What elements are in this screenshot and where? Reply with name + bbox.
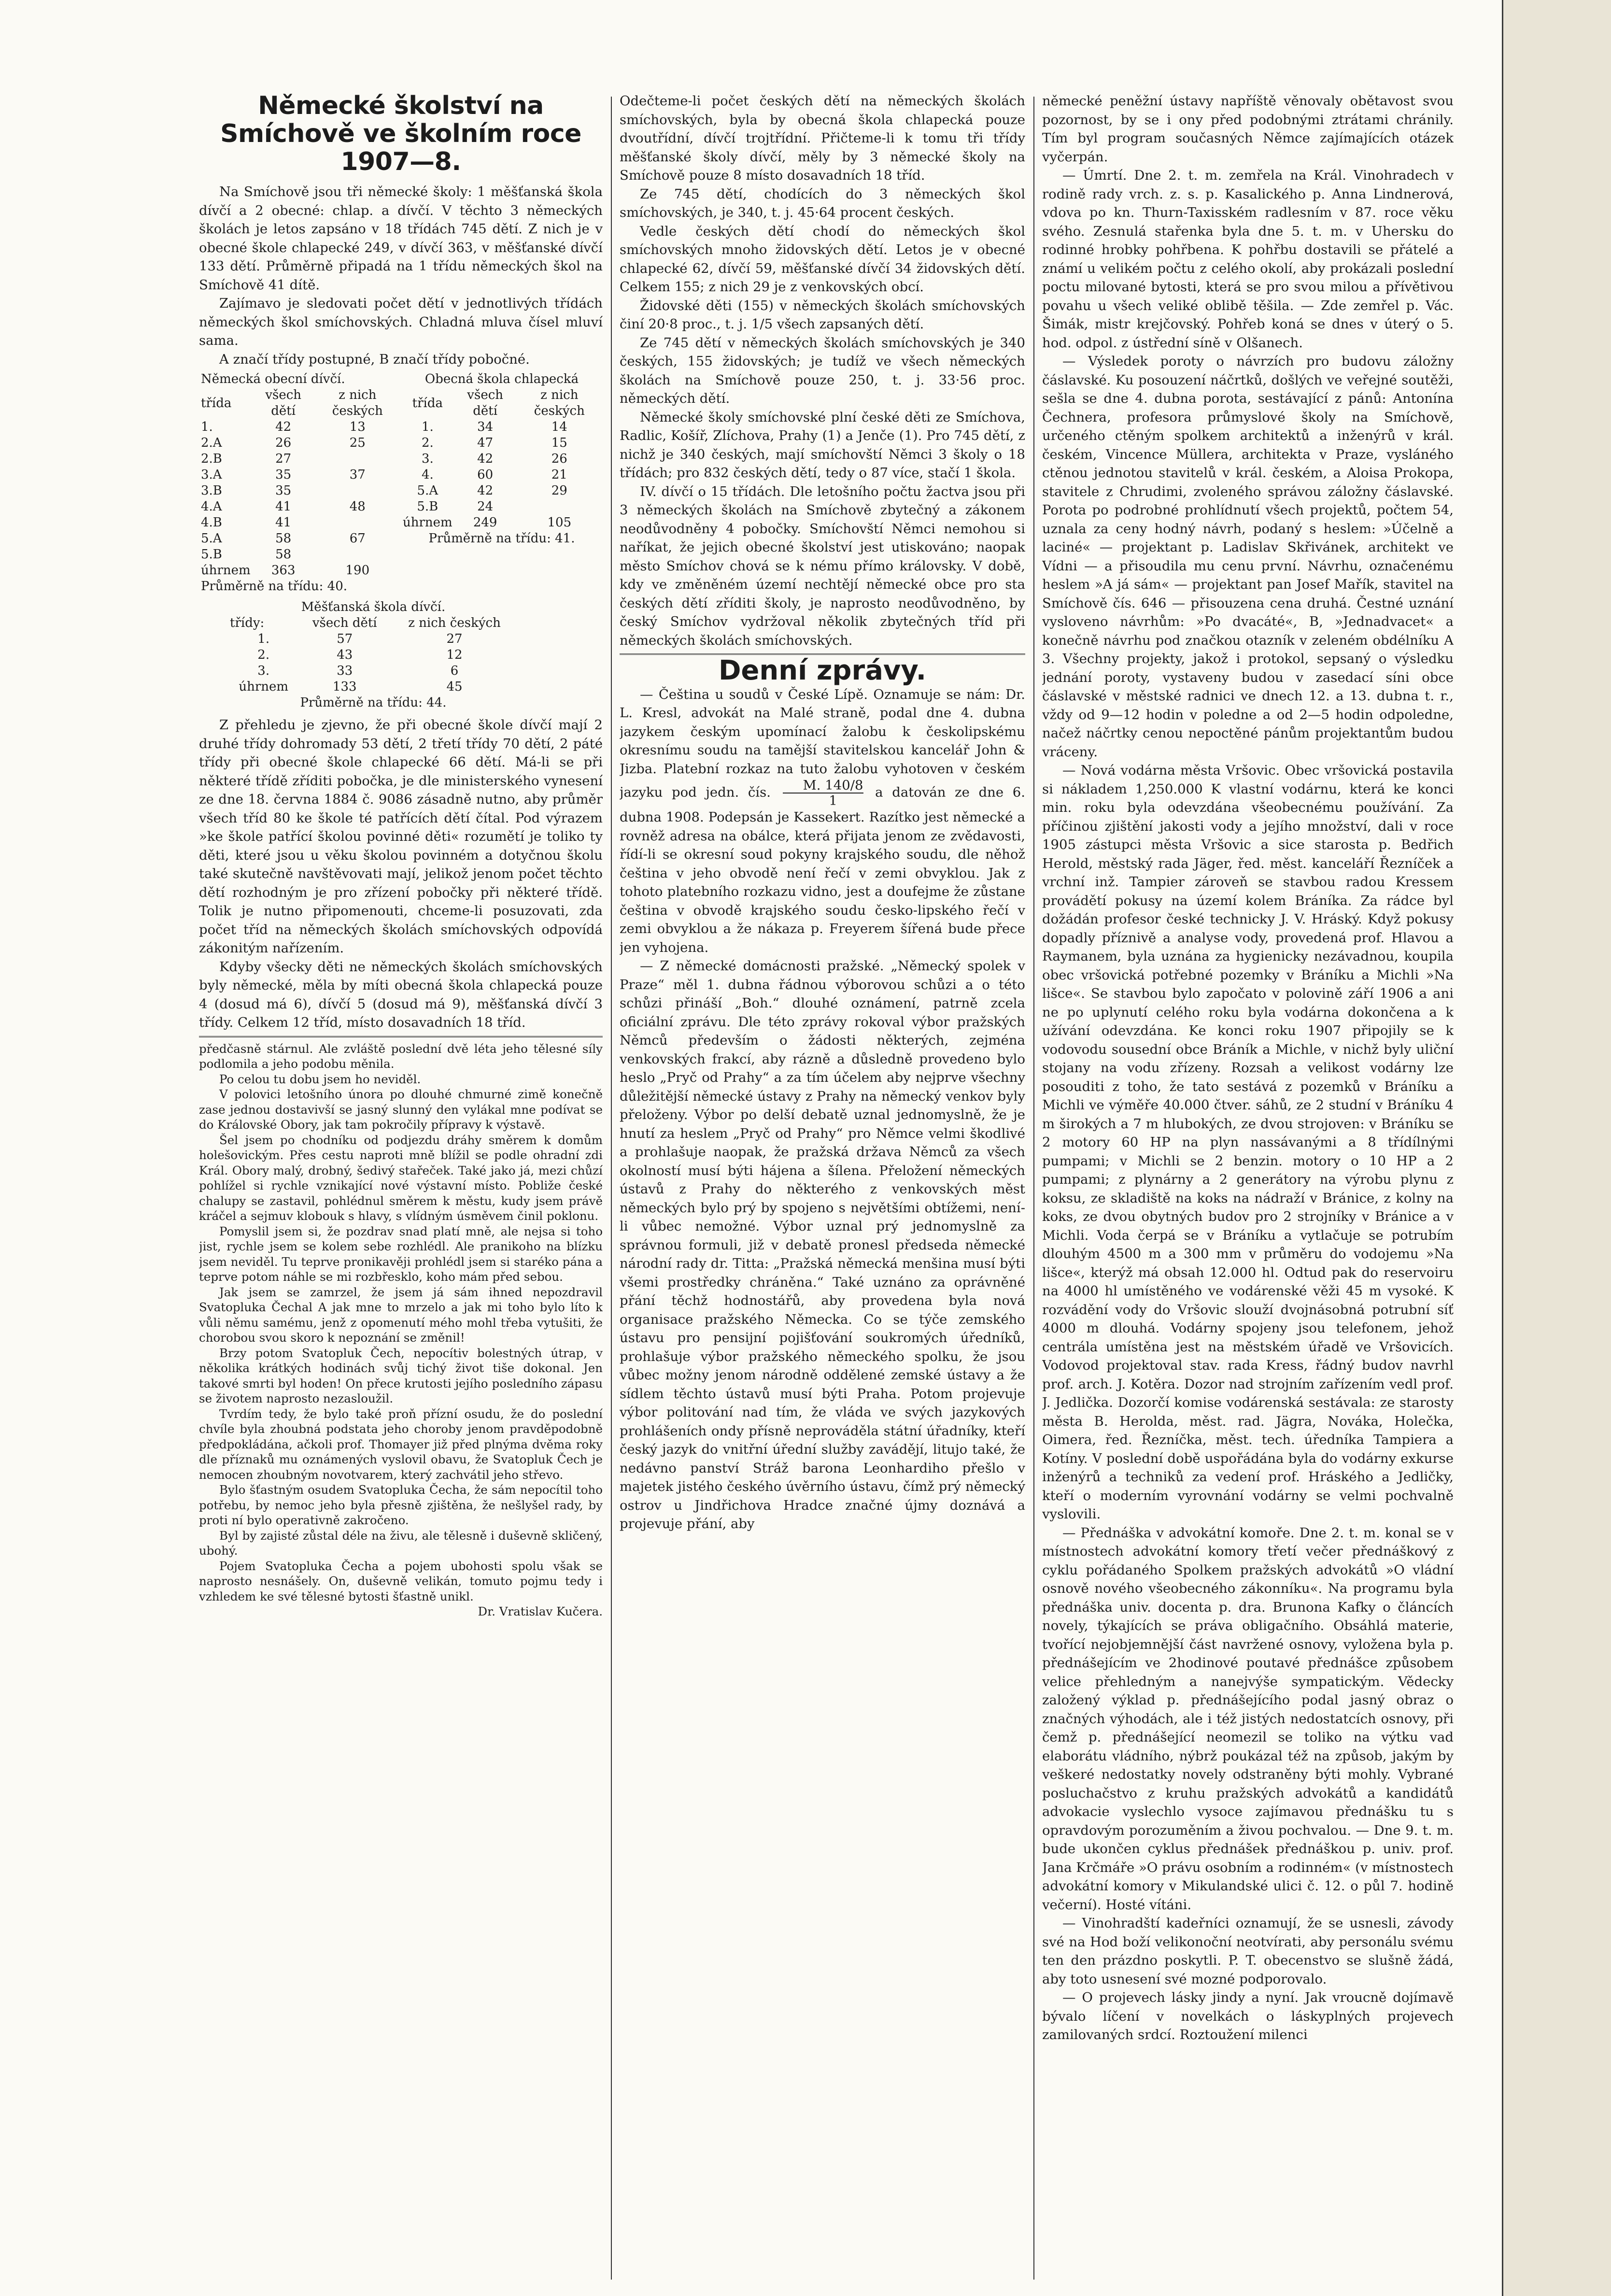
feuilleton-paragraph: V polovici letošního února po dlouhé chmurné zimě konečně zase jednou dostavivší se jasný slunný den vylákal mne podívat se do Královské Obory, jak tam pokročily přípravy k výstavě. — [199, 1087, 603, 1132]
news-item: — Úmrtí. Dne 2. t. m. zemřela na Král. Vinohradech v rodině rady vrch. z. s. p. Kasalického p. Anna Lindnerová, vdova po kn. Thurn-Taxisském radlesním v 87. roce věku svého. Zesnulá stařenka byla dne 5. t. m. v Uhersku do rodinné hrobky pohřbena. K pohřbu dostavili se přátelé a známí u velikém počtu z celého okolí, aby prokázali poslední poctu milované bytosti, která se pro svou milou a přívětivou povahu u všech veliké oblibě těšila. — Zde zemřel p. Vác. Šimák, mistr krejčovský. Pohřeb koná se dnes v úterý o 5. hod. odpol. z ústřední síně v Olšanech. — [1042, 168, 1454, 351]
table-header: z nich českých — [534, 388, 585, 418]
table-cell: 26 — [551, 452, 567, 466]
table-row — [199, 451, 603, 467]
case-number-fraction — [783, 778, 863, 808]
feuilleton-paragraph: Po celou tu dobu jsem ho neviděl. — [219, 1072, 421, 1086]
table-cell: úhrnem — [201, 563, 251, 578]
table-cell — [516, 499, 603, 515]
table-row — [199, 419, 603, 435]
table-cell — [314, 515, 401, 531]
article-paragraph: A značí třídy postupné, B značí třídy pobočné. — [219, 351, 530, 367]
table-row — [199, 499, 603, 515]
table-cell: 13 — [349, 420, 366, 434]
table-header: třída — [412, 396, 443, 411]
table-cell: 5.B — [201, 547, 222, 562]
feuilleton-divider — [199, 1036, 603, 1037]
table-average: Průměrně na třídu: 44. — [300, 695, 447, 710]
table-cell: 15 — [551, 436, 567, 450]
table-cell: 42 — [477, 452, 494, 466]
table-header: z nich českých — [408, 616, 501, 630]
table-cell: 1. — [421, 420, 434, 434]
table-header: z nich českých — [332, 388, 383, 418]
table-cell: 29 — [551, 483, 567, 498]
news-item: — Nová vodárna města Vršovic. Obec vršovická postavila si nákladem 1,250.000 K vlastní vodárnu, která ke konci min. roku byla odevzdána všeobecnému používání. Za příčinou zjištění jakosti vody a jejího množství, dali v roce 1905 zástupci města Vršovic a sice starosta p. Bedřich Herold, městský rada Jäger, řed. měst. kanceláří Řezníček a vrchní inž. Tampier zároveň se stavbou radou Kressem provádětí pokusy na území kolem Bráníka. Za rádce byl dožádán profesor české technicky J. V. Hráský. Když pokusy dopadly příznivě a analyse vody, provedená prof. Hlavou a Raymanem, byla uznána za hygienicky nezávadnou, koupila obec vršovická potřebné pozemky v Bráníku a Michli »Na lišce«. Se stavbou bylo započato v polovině září 1906 a ani ne po uplynutí celého roku byla vodárna dokončena a k užívání odevzdána. Ke konci roku 1907 připojily se k vodovodu sousední obce Bráník a Michle, v nichž byly uliční stojany na vodu zřízeny. Rozsah a velikost vodárny lze posouditi z toho, že tato sestává z pozemků v Bráníku a Michli ve výměře 40.000 čtver. sáhů, ze 2 studní v Bráníku 4 m širokých a 7 m hlubokých, ze dvou strojoven: v Bráníku se 2 motory 60 HP na plyn nassávanými a 8 třídílnými pumpami; v Michli se 2 benzin. motory o 10 HP a 2 pumpami; z plynárny a 2 generátory na výrobu plynu z koksu, ze skladiště na koks na nádraží v Bránice, z kolny na koks, ze dvou obytných budov pro 2 strojníky v Bránice a v Michli. Voda čerpá se v Bráníku a vytlačuje se potrubím dlouhým 4500 m a 300 mm v průměru do vodojemu »Na lišce«, kterýž má obsah 12.000 hl. Odtud pak do reservoiru na 4000 hl umístěného ve vodárenské věži 45 m vysoké. K rozvádění vody do Vršovic slouží dvojnásobná potrubní síť 4000 m dlouhá. Vodárny spojeny jsou telefonem, jehož centrála umístěna jest na městském úřadě ve Vršovicích. Vodovod projektoval stav. rada Kress, řádný budov navrhl prof. arch. J. Kotěra. Dozor nad strojním zařízením vedl prof. J. Jedlička. Dozorčí komise vodárenská sestávala: ze starosty města B. Herolda, měst. rad. Jägra, Nováka, Holečka, Oimera, řed. Řezníčka, měst. tech. úředníka Tampiera a Kotíny. V poslední době uspořádána byla do vodárny exkurse inženýrů a techniků za vedení prof. Hráského a Jedličky, kteří o moderním vyrovnání vodárny se velmi pochvalně vyslovili. — [1042, 763, 1454, 1522]
feuilleton-paragraph: předčasně stárnul. Ale zvláště poslední dvě léta jeho tělesné síly podlomila a jeho podobu měnila. — [199, 1041, 603, 1071]
fraction-denominator: 1 — [829, 793, 837, 808]
news-item: — Výsledek poroty o návrzích pro budovu záložny čáslavské. Ku posouzení náčrtků, došlých ve veřejné soutěži, sešla se dne 4. dubna porota, sestávající z pánů: Antonína Čechnera, profesora průmyslové školy na Smíchově, určeného ctěným spolkem architektů a inženýrů v král. českém, Vincence Müllera, architekta v Praze, vysláného ctěnou jednotou stavitelů v král. českém, a Aloisa Prokopa, stavitele z Chrudimi, zvoleného správou záložny čáslavské. Porota po podrobné prohlídnutí všech projektů, počtem 54, uznala za ceny hodný návrh, podaný s heslem: »Účelně a laciné« — projektant p. Ladislav Skřivánek, architekt ve Vídni — a přisoudila mu cenu první. Návrhu, označenému heslem »A já sám« — projektant pan Josef Mařík, stavitel na Smíchově čís. 646 — přisouzena cena druhá. Čestné uznání vysloveno návrhům: »Po dvacáté«, B, »Jednadvacet« a konečně návrhu pod značkou otazník v zeleném obdélníku A 3. Všechny projekty, jakož i protokol, sepsaný o výsledku jednání poroty, vystaveny budou v zasedací síni obce čáslavské v městské radnici ve dnech 12. a 13. dubna t. r., vždy od 9—12 hodin v poledne a od 2—5 hodin odpoledne, načež náčrtky cenou nepoctěné pánům projektantům budou vráceny. — [1042, 354, 1454, 760]
news-item: německé peněžní ústavy napříště věnovaly obětavost svou pozornost, by se i ony před podobnými ztrátami chránily. Tím byl program současných Němce zajímajících otázek vyčerpán. — [1042, 93, 1454, 165]
news-item: — Přednáška v advokátní komoře. Dne 2. t. m. konal se v místnostech advokátní komory třetí večer přednáškový z cyklu pořádaného Spolkem pražských advokátů »O vládní osnově nového všeobecného zákonníku«. Na programu byla přednáška univ. docenta p. dra. Brunona Kafky o článcích novely, týkajících se práva obligačního. Obsáhlá materie, tvořící nejobjemnější část navržené osnovy, vyložena byla p. přednášejícím ve 2hodinové poutavé přednášce způsobem velice přehledným a nanejvýše sympatickým. Vědecky založený výklad p. přednášejícího podal jasný obraz o značných výhodách, ale i též jistých nedostatcích osnovy, při čemž p. přednášející neomezil se toliko na výtku vad elaborátu vládního, nýbrž poukázal též na způsob, jakým by veškeré nedostatky novely odstraněny býti mohly. Vybrané posluchačstvo z kruhu pražských advokátů a kandidátů advokacie vyslechlo vysoce zajímavou přednášku tu s opravdovým porozuměním a živou pochvalou. — Dne 9. t. m. bude ukončen cyklus přednášek přednáškou p. univ. prof. Jana Krčmáře »O právu osobním a rodinném« (v místnostech advokátní komory v Mikulandské ulici č. 12. o půl 7. hodině večerní). Hosté vítáni. — [1042, 1525, 1454, 1913]
fraction-numerator: M. 140/8 — [783, 778, 863, 794]
school-table-1 — [199, 371, 603, 595]
table-cell: úhrnem — [402, 515, 452, 530]
table-cell: 58 — [275, 547, 292, 562]
table-cell: 3. — [421, 452, 434, 466]
news-item: — Vinohradští kadeřníci oznamují, že se usnesli, závody své na Hod boží velikonoční neotvírati, aby personálu svému ten den prázdno poskytli. P. T. obecenstvo se slušně žádá, aby toto usnesení své mozné podporovalo. — [1042, 1915, 1454, 1987]
table-cell: 2. — [421, 436, 434, 450]
table-cell: 363 — [271, 563, 296, 578]
table-row — [199, 467, 603, 483]
table-title: Obecná škola chlapecká — [424, 372, 579, 386]
news-item — [620, 685, 1025, 957]
table-cell — [314, 483, 401, 499]
school-table-2 — [228, 599, 519, 711]
table-total-row — [199, 563, 603, 579]
column-3 — [1042, 92, 1454, 2280]
table-cell: 4.B — [201, 515, 222, 530]
table-cell: 27 — [275, 452, 292, 466]
table-cell: 48 — [349, 499, 366, 514]
table-cell: 45 — [446, 680, 463, 694]
table-cell: 1. — [257, 632, 270, 646]
table-cell: 190 — [345, 563, 370, 578]
table-row — [199, 483, 603, 499]
feuilleton — [199, 1041, 603, 1619]
feuilleton-paragraph: Brzy potom Svatopluk Čech, nepocítiv bolestných útrap, v několika krátkých hodinách svůj tichý život tiše dokonal. Jen takové smrti byl hoden! On přece krutosti jejího posledního zápasu se životem naprosto nezasloužil. — [199, 1346, 603, 1405]
table-row — [199, 531, 603, 547]
table-cell: 25 — [349, 436, 366, 450]
article-paragraph: Zajímavo je sledovati počet dětí v jednotlivých třídách německých škol smíchovských. Chladná mluva čísel mluví sama. — [199, 296, 603, 348]
table-cell: 1. — [201, 420, 213, 434]
feuilleton-paragraph: Bylo šťastným osudem Svatopluka Čecha, že sám nepocítil toho potřebu, by nemoc jeho byla přesně zjištěna, že nešlyšel rady, by proti ní bylo operativně zakročeno. — [199, 1483, 603, 1527]
article-paragraph: Z přehledu je zjevno, že při obecné škole dívčí mají 2 druhé třídy dohromady 53 dětí, 2 třetí třídy 70 dětí, 2 páté třídy při obecné škole chlapecké 66 dětí. Má-li se při některé třídě zříditi pobočka, je dle ministerského vynesení ze dne 18. června 1884 č. 9086 zásadně nutno, aby průměr všech tříd 80 ke škole té patřících dětí čítal. Pod výrazem »ke škole patřící školou povinné děti« rozumětí je toliko ty děti, které jsou u věku školou povinném a dotyčnou školu také skutečně navštěvovati mají, jelikož jenom počet těchto dětí rozhodným je pro zřízení pobočky při některé třídě. Tolik je nutno připomenouti, chceme-li posuzovati, zda počet tříd na německých školách smíchovských odpovídá zákonitým nařízením. — [199, 717, 603, 956]
table-cell: 57 — [337, 632, 353, 646]
table-cell — [314, 451, 401, 467]
feuilleton-paragraph: Pomyslil jsem si, že pozdrav snad platí mně, ale nejsa si toho jist, rychle jsem se kolem sebe rozhlédl. Ale pranikoho na blízku jsem neviděl. Tu teprve pronikavěji prohlédl jsem si staréko pána a teprve potom náhle se mi rozbřesklo, koho mám před sebou. — [199, 1224, 603, 1284]
table-header: třída — [201, 396, 232, 411]
table-cell — [314, 547, 401, 563]
table-cell: 249 — [473, 515, 497, 530]
article-headline: Německé školství na Smíchově ve školním roce 1907—8. — [220, 92, 581, 176]
table-cell: 41 — [275, 499, 292, 514]
table-cell: 43 — [337, 648, 353, 662]
feuilleton-paragraph: Pojem Svatopluka Čecha a pojem ubohosti spolu však se naprosto nesnášely. On, duševně velikán, tomuto pojmu tedy i vzhledem ke své tělesné bytosti šťastně unikl. — [199, 1559, 603, 1603]
table-cell: 3. — [257, 664, 270, 678]
table-header: třídy: — [230, 616, 265, 630]
table-row — [199, 435, 603, 451]
column-rule-1 — [611, 97, 612, 2280]
article-paragraph: Kdyby všecky děti ne německých školách smíchovských byly německé, měla by míti obecná škola chlapecká pouze 4 (dosud má 6), dívčí 5 (dosud má 9), měšťanská dívčí 3 třídy. Celkem 12 tříd, místo dosavadních 18 tříd. — [199, 959, 603, 1030]
table-cell: 5.A — [417, 483, 438, 498]
table-row — [199, 515, 603, 531]
article-paragraph: Na Smíchově jsou tři německé školy: 1 měšťanská škola dívčí a 2 obecné: chlap. a dívčí. V těchto 3 německých školách je letos zapsáno v 18 třídách 745 dětí. Z nich je v obecné škole chlapecké 249, v dívčí 363, v měšťanské dívčí 133 dětí. Průměrně připadá na 1 třídu německých škol na Smíchově 41 dítě. — [199, 184, 603, 293]
table-cell: 37 — [349, 468, 366, 482]
table-cell: 2.B — [201, 452, 222, 466]
table-cell: 5.A — [201, 531, 222, 546]
table-cell: 41 — [275, 515, 292, 530]
table-cell: 5.B — [417, 499, 438, 514]
table-header: všech dětí — [265, 388, 302, 418]
table-cell: 2.A — [201, 436, 222, 450]
table-cell: 2. — [257, 648, 270, 662]
article-paragraph: Ze 745 dětí, chodících do 3 německých škol smíchovských, je 340, t. j. 45·64 procent českých. — [620, 186, 1025, 220]
table-cell: 35 — [275, 468, 292, 482]
article-paragraph: Vedle českých dětí chodí do německých škol smíchovských mnoho židovských dětí. Letos je v obecné chlapecké 62, dívčí 59, měšťanské dívčí 34 židovských dětí. Celkem 155; z nich 29 je z venkovských obcí. — [620, 223, 1025, 295]
column-rule-2 — [1033, 97, 1034, 2280]
table-cell: 6 — [450, 664, 459, 678]
news-item: — O projevech lásky jindy a nyní. Jak vroucně dojímavě bývalo líčení v novelkách o láskyplných projevech zamilovaných srdcí. Roztoužení milenci — [1042, 1990, 1454, 2042]
table-header: všech dětí — [312, 616, 377, 630]
table-cell: 14 — [551, 420, 567, 434]
table-cell: 26 — [275, 436, 292, 450]
table-row — [228, 631, 519, 647]
page-edge-margin — [1502, 0, 1611, 2296]
table-cell: úhrnem — [239, 680, 289, 694]
table-row — [228, 647, 519, 663]
table-cell: 12 — [446, 648, 463, 662]
table-cell: 47 — [477, 436, 494, 450]
table-cell: 4.A — [201, 499, 222, 514]
feuilleton-paragraph: Jak jsem se zamrzel, že jsem já sám ihned nepozdravil Svatopluka Čechal A jak mne to mrzelo a jak mi toho bylo líto k vůli němu samému, jenž z opomenutí mého mohl třeba vytušiti, že chorobou svou skoro k nepoznání se změnil! — [199, 1285, 603, 1345]
table-cell: 67 — [349, 531, 366, 546]
news-text: a datován ze dne 6. dubna 1908. Podepsán je Kassekert. Razítko jest německé a rovněž adresa na obálce, která přijata jenom ze zvědavosti, řídí-li se okresní soud pokyny krajského soudu, dle něhož čeština v jeho obvodě není řečí v zemi obvyklou. Jak z tohoto platebního rozkazu vidno, jest a doufejme že zůstane čeština v obvodě krajského soudu česko-lipského řečí v zemi obvyklou a že nákaza p. Freyerem šířená bude přece jen vyhojena. — [620, 784, 1025, 955]
table-title: Měšťanská škola dívčí. — [301, 600, 446, 614]
table-cell: 27 — [446, 632, 463, 646]
table-cell: 58 — [275, 531, 292, 546]
article-paragraph: Odečteme-li počet českých dětí na německých školách smíchovských, byla by obecná škola chlapecká pouze dvoutřídní, dívčí trojtřídní. Přičteme-li k tomu tři třídy měšťanské školy dívčí, měly by 3 německé školy na Smíchově pouze 8 místo dosavadních 18 tříd. — [620, 93, 1025, 183]
table-cell: 35 — [275, 483, 292, 498]
table-cell: 133 — [332, 680, 357, 694]
feuilleton-paragraph: Byl by zajisté zůstal déle na živu, ale tělesně i duševně skličený, ubohý. — [199, 1528, 603, 1558]
table-header: všech dětí — [467, 388, 504, 418]
section-heading: Denní zprávy. — [718, 655, 927, 686]
article-paragraph: Židovské děti (155) v německých školách smíchovských činí 20·8 proc., t. j. 1/5 všech zapsaných dětí. — [620, 298, 1025, 332]
table-cell: 24 — [477, 499, 494, 514]
table-cell: 3.A — [201, 468, 222, 482]
table-cell: 34 — [477, 420, 494, 434]
table-cell: 33 — [337, 664, 353, 678]
news-item: — Z německé domácnosti pražské. „Německý spolek v Praze“ měl 1. dubna řádnou výborovou schůzi a o této schůzi přináší „Boh.“ dlouhé oznámení, patrně zcela oficiální zprávu. Dle této zprávy rokoval výbor pražských Němců především o žádosti některých, zejména venkovských frakcí, aby rázně a důsledně provedeno bylo heslo „Pryč od Prahy“ a za tím účelem aby nejprve všechny důležitější německé ústavy z Prahy na německý venkov byly přeloženy. Výbor po delší debatě uznal jednomyslně, že je hnutí za heslem „Pryč od Prahy“ pro Němce velmi škodlivé a prohlašuje naopak, že pražská država Němců za všech okolností musí býti hájena a šílena. Přeložení německých ústavů z Prahy do některého z venkovských měst německých bylo prý by spojeno s největšími obtížemi, není-li vůbec nemožné. Výbor uznal prý jednomyslně za správnou formuli, již v debatě pronesl předseda německé národní rady dr. Titta: „Pražská německá menšina musí býti všemi prostředky chráněna.“ Také uznáno za oprávněné přání těchž hodnostářů, aby provedena byla nová organisace pražského Německa. Co se týče zemského ústavu pro pensijní pojišťování soukromých úředníků, prohlašuje výbor pražského německého spolku, že jsou vůbec možny jenom národně oddělené zemské ústavy a že sídlem těchto ústavů musí býti Praha. Potom projevuje výbor politování nad tím, že vláda ve svých jazykových prohlášeních ondy přísně neprováděla státní úřadníky, kteří český jazyk do vnitřní úřední služby zavádějí, litujo také, že nedávno panství Stráž barona Leonhardiho přešlo v majetek jistého českého úvěrního ústavu, čímž prý německý ostrov u Jindřichova Hradce značné újmy doznává a projevuje přání, aby — [620, 958, 1025, 1531]
table-title: Německá obecní dívčí. — [201, 372, 345, 386]
table-cell: 3.B — [201, 483, 222, 498]
column-2 — [620, 92, 1025, 2275]
table-cell: 42 — [477, 483, 494, 498]
table-cell: 60 — [477, 468, 494, 482]
article-paragraph: Německé školy smíchovské plní české děti ze Smíchova, Radlic, Košíř, Zlíchova, Prahy (1) a Jenče (1). Pro 745 dětí, z nichž je 340 českých, mají smíchovští Němci 3 školy o 18 třídách; pro 832 českých dětí, tedy o 87 více, stačí 1 škola. — [620, 409, 1025, 481]
article-paragraph: IV. dívčí o 15 třídách. Dle letošního počtu žactva jsou při 3 německých školách na Smíchově zbytečný a zákonem neodůvodněny 4 pobočky. Smíchovští Němci nemohou si naříkat, že jejich obecné školství jest utiskováno; naopak město Smíchov chová se k nému přímo královsky. V době, kdy ve změněném území nechtějí německé obce pro sta českých dětí zříditi školy, je naprosto neodůvodněno, by český Smíchov vydržoval několik zbytečných tříd při německých školách smíchovských. — [620, 483, 1025, 648]
news-text: — Čeština u soudů v České Lípě. Oznamuje se nám: Dr. L. Kresl, advokát na Malé straně, podal dne 4. dubna jazykem českým upomínací žalobu k českolipskému okresnímu soudu na tamější stavitelskou kancelář John & Jizba. Platební rozkaz na tuto žalobu vyhotoven v českém jazyku pod jedn. čís. — [620, 686, 1025, 800]
table-average: Průměrně na třídu: 41. — [428, 531, 575, 546]
table-cell: 21 — [551, 468, 567, 482]
table-row — [199, 547, 603, 563]
author-signature: Dr. Vratislav Kučera. — [478, 1604, 603, 1618]
table-cell: 42 — [275, 420, 292, 434]
feuilleton-paragraph: Šel jsem po chodníku od podjezdu dráhy směrem k domům holešovickým. Přes cestu naproti mně blížil se podle ohradní zdi Král. Obory malý, drobný, šedivý stařeček. Také jako já, mezi chůzí pohlížel si rychle vznikající nové výstavní místo. Pobliže české chalupy se zastavil, pohlédnul směrem k městu, kudy jsem právě kráčel a sejmuv klobouk s hlavy, s vlídným úsměvem činil poklonu. — [199, 1133, 603, 1223]
table-row — [228, 663, 519, 679]
column-1 — [199, 92, 603, 2265]
article-paragraph: Ze 745 dětí v německých školách smíchovských je 340 českých, 155 židovských; je tudíž ve všech německých školách na Smíchově pouze 250, t. j. 33·56 proc. německých dětí. — [620, 335, 1025, 406]
feuilleton-paragraph: Tvrdím tedy, že bylo také proň přízní osudu, že do poslední chvíle byla zhoubná podstata jeho choroby jenom pravděpodobně předpokládána, ačkoli prof. Thomayer již před plnýma dvěma roky dle příznaků mu oznámených vyslovil obavu, že Svatopluk Čech je nemocen zhoubným novotvarem, který zachvátil jeho střevo. — [199, 1406, 603, 1482]
table-cell: 105 — [547, 515, 572, 530]
table-total-row — [228, 679, 519, 695]
table-cell: 4. — [421, 468, 434, 482]
table-average: Průměrně na třídu: 40. — [201, 579, 347, 594]
